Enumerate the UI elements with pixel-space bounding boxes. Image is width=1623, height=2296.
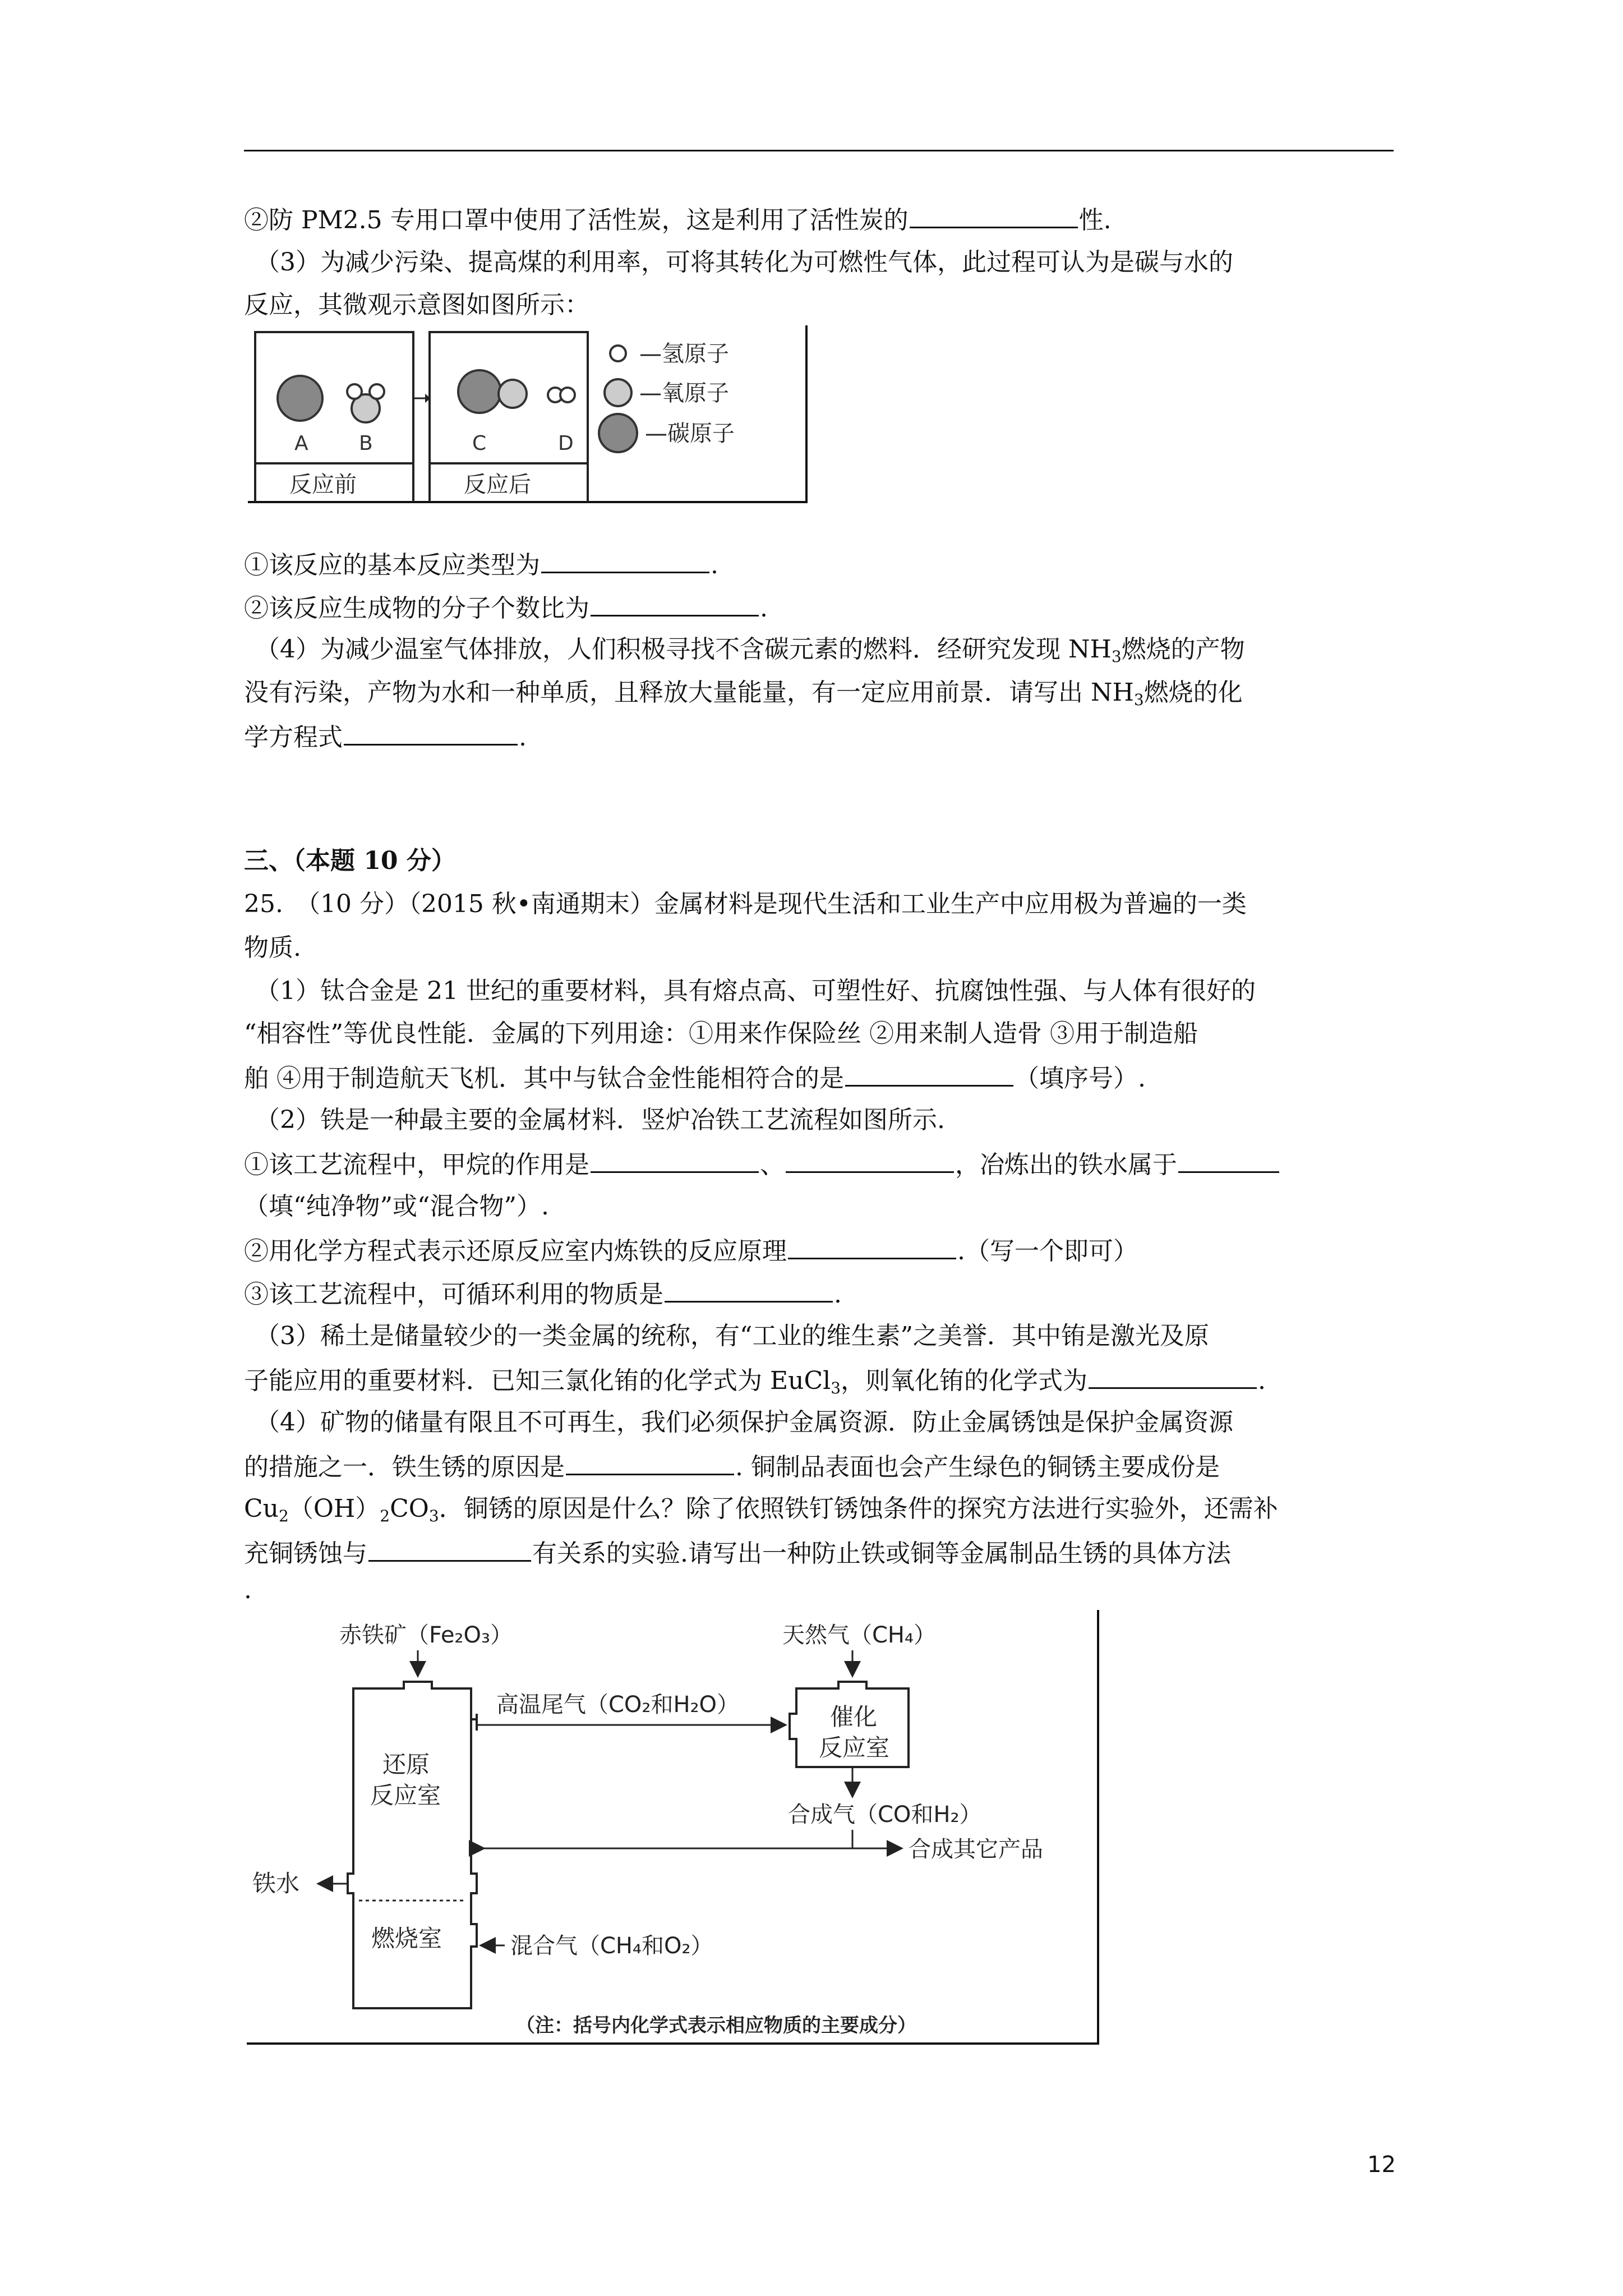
molten-iron-label: 铁水 (252, 1870, 300, 1897)
question-line: ③该工艺流程中，可循环利用的物质是 . (244, 1276, 842, 1312)
label-d: D (558, 432, 574, 455)
question-line: （2）铁是一种最主要的金属材料．竖炉冶铁工艺流程如图所示. (255, 1106, 945, 1134)
other-products-label: 合成其它产品 (909, 1837, 1043, 1862)
question-line: 学方程式 . (244, 719, 527, 754)
question-line: . (244, 1576, 252, 1604)
answer-blank[interactable] (665, 1276, 833, 1303)
answer-blank[interactable] (910, 202, 1078, 228)
page-number: 12 (1367, 2152, 1396, 2178)
catalytic-room-line1: 催化 (830, 1703, 878, 1731)
question-line: ①该工艺流程中，甲烷的作用是 、 ，冶炼出的铁水属于 (244, 1147, 1280, 1182)
answer-blank[interactable] (591, 1147, 759, 1173)
question-line: ②用化学方程式表示还原反应室内炼铁的反应原理 .（写一个即可） (244, 1233, 1138, 1268)
question-line: 25. （10 分）（2015 秋•南通期末）金属材料是现代生活和工业生产中应用极为普遍的一类 (244, 890, 1247, 918)
answer-blank[interactable] (591, 590, 759, 616)
iron-smelting-flow-diagram (247, 1610, 1110, 2053)
reduction-room-line2: 反应室 (370, 1782, 441, 1809)
answer-blank[interactable] (788, 1233, 956, 1259)
answer-blank[interactable] (344, 719, 518, 746)
legend-hydrogen-icon (610, 346, 626, 361)
reduction-room-line1: 还原 (382, 1751, 430, 1778)
question-line: ①该反应的基本反应类型为 . (244, 547, 718, 582)
answer-blank[interactable] (786, 1147, 954, 1173)
question-line: 舶 ④用于制造航天飞机．其中与钛合金性能相符合的是 （填序号）. (244, 1060, 1146, 1096)
question-line: （1）钛合金是 21 世纪的重要材料，具有熔点高、可塑性好、抗腐蚀性强、与人体有很好的 (255, 977, 1256, 1005)
answer-blank[interactable] (845, 1060, 1013, 1087)
carbon-atom-icon (278, 376, 322, 421)
answer-blank[interactable] (1178, 1147, 1279, 1173)
hydrogen-atom-icon (370, 384, 384, 399)
label-c: C (472, 432, 487, 455)
header-rule (244, 150, 1394, 151)
question-line: 物质. (244, 933, 301, 962)
question-line: 反应，其微观示意图如图所示： (244, 291, 589, 319)
syngas-label: 合成气（CO和H₂） (788, 1802, 982, 1828)
question-line: ②该反应生成物的分子个数比为 . (244, 590, 768, 625)
question-line: 没有污染，产物为水和一种单质，且释放大量能量，有一定应用前景．请写出 $NH_3$燃烧的化 (244, 678, 1243, 709)
answer-blank[interactable] (368, 1535, 531, 1562)
mixed-gas-label: 混合气（CH₄和O₂） (510, 1933, 713, 1959)
after-label: 反应后 (464, 472, 531, 498)
legend-carbon: —碳原子 (645, 421, 735, 447)
oxygen-atom-icon (499, 380, 527, 408)
question-line: “相容性”等优良性能．金属的下列用途：①用来作保险丝 ②用来制人造骨 ③用于制造船 (244, 1019, 1198, 1048)
question-line: $Cu_2(OH)_2CO_3$．铜锈的原因是什么？除了依照铁钉锈蚀条件的探究方法进行实验外，还需补 (244, 1494, 1278, 1525)
hematite-label: 赤铁矿（Fe₂O₃） (339, 1622, 513, 1648)
natural-gas-label: 天然气（CH₄） (782, 1622, 937, 1648)
micro-reaction-diagram (247, 325, 819, 505)
label-a: A (294, 432, 308, 455)
legend-oxygen-icon (605, 379, 631, 406)
tail-gas-label: 高温尾气（CO₂和H₂O） (496, 1692, 740, 1718)
question-line: （3）稀土是储量较少的一类金属的统称，有“工业的维生素”之美誉．其中铕是激光及原 (255, 1322, 1209, 1350)
reduction-furnace (348, 1682, 477, 2008)
before-label: 反应前 (289, 472, 357, 498)
diagram-note: （注：括号内化学式表示相应物质的主要成分） (516, 2014, 916, 2037)
question-line: （4）矿物的储量有限且不可再生，我们必须保护金属资源．防止金属锈蚀是保护金属资源 (255, 1408, 1233, 1437)
question-line: （填“纯净物”或“混合物”）. (244, 1192, 549, 1221)
question-line: 子能应用的重要材料．已知三氯化铕的化学式为 EuCl$_3$，则氧化铕的化学式为 . (244, 1363, 1266, 1398)
section-heading: 三、（本题 10 分） (244, 846, 456, 875)
legend-carbon-icon (599, 414, 637, 452)
answer-blank[interactable] (541, 547, 709, 573)
answer-blank[interactable] (1089, 1363, 1257, 1389)
question-line: （3）为减少污染、提高煤的利用率，可将其转化为可燃性气体，此过程可认为是碳与水的 (255, 248, 1233, 277)
combustion-room-label: 燃烧室 (371, 1925, 442, 1952)
question-line: （4）为减少温室气体排放，人们积极寻找不含碳元素的燃料．经研究发现 $NH_3$燃烧的产物 (255, 635, 1245, 666)
legend-oxygen: —氧原子 (639, 380, 729, 406)
question-line: 的措施之一．铁生锈的原因是 . 铜制品表面也会产生绿色的铜锈主要成份是 (244, 1449, 1220, 1484)
carbon-atom-icon (458, 370, 501, 413)
question-line: 充铜锈蚀与 有关系的实验.请写出一种防止铁或铜等金属制品生锈的具体方法 (244, 1535, 1231, 1571)
answer-blank[interactable] (566, 1449, 734, 1475)
legend-hydrogen: —氢原子 (639, 341, 729, 367)
question-line-activated-carbon: ②防 PM2.5 专用口罩中使用了活性炭，这是利用了活性炭的 性. (244, 202, 1112, 237)
catalytic-room-line2: 反应室 (819, 1734, 890, 1761)
hydrogen-atom-icon (347, 384, 362, 399)
hydrogen-atom-icon (560, 388, 575, 402)
label-b: B (359, 432, 373, 455)
